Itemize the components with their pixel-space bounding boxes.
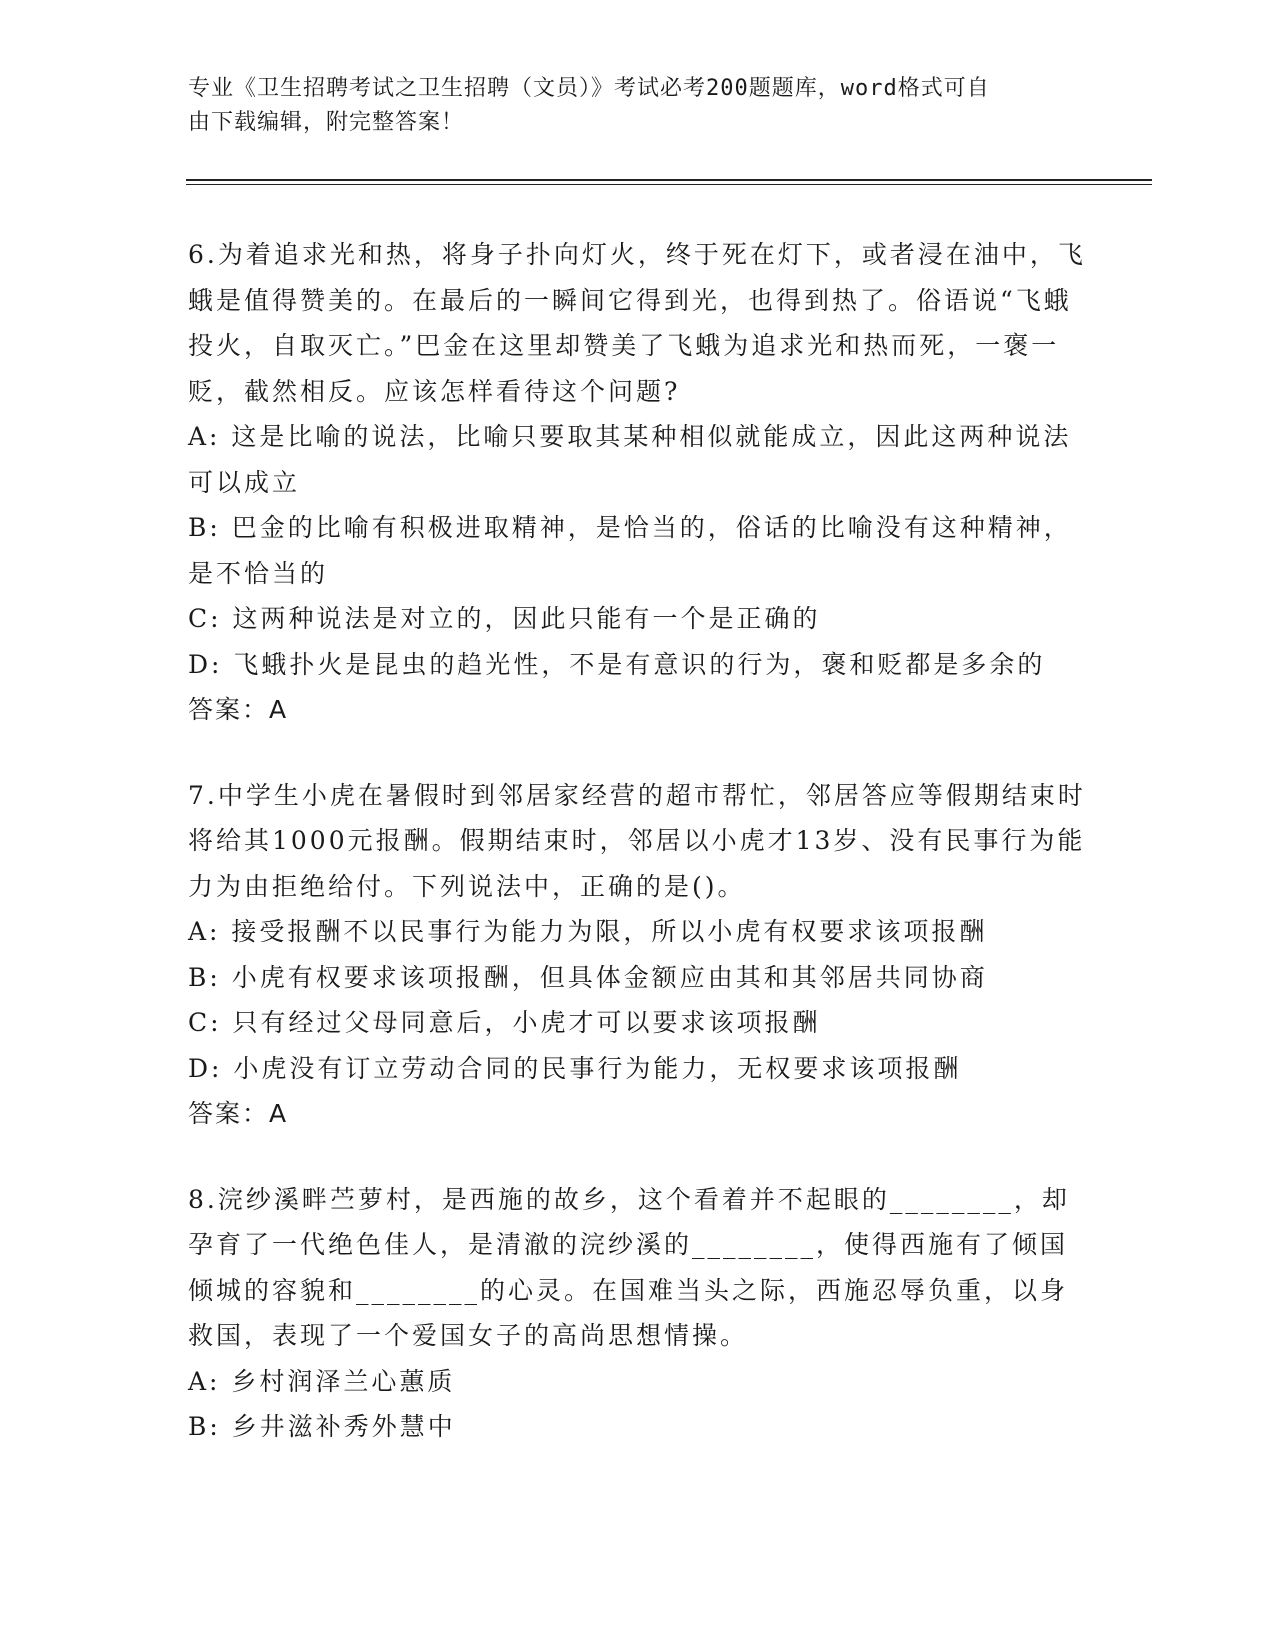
option-a: A: 接受报酬不以民事行为能力为限，所以小虎有权要求该项报酬 (188, 917, 988, 946)
option-a: A: 这是比喻的说法，比喻只要取其某种相似就能成立，因此这两种说法可以成立 (188, 422, 1072, 497)
option-d: D: 小虎没有订立劳动合同的民事行为能力，无权要求该项报酬 (188, 1053, 962, 1083)
question-text: 7.中学生小虎在暑假时到邻居家经营的超市帮忙，邻居答应等假期结束时将给其1000元报酬。假期结束时，邻居以小虎才13岁、没有民事行为能力为由拒绝给付。下列说法中，正确的是()。 (188, 780, 1086, 901)
header-divider-top (186, 179, 1152, 181)
question-list (188, 232, 1088, 1490)
answer: 答案：A (188, 1099, 289, 1128)
option-b: B: 乡井滋补秀外慧中 (188, 1412, 456, 1441)
option-b: B: 小虎有权要求该项报酬，但具体金额应由其和其邻居共同协商 (188, 962, 988, 992)
question-text: 8.浣纱溪畔苎萝村，是西施的故乡，这个看着并不起眼的________，却孕育了一代绝色佳人，是清澈的浣纱溪的________，使得西施有了倾国倾城的容貌和________的心灵。在国难当头之际，西施忍辱负重，以身救国，表现了一个爱国女子的高尚思想情操。 (188, 1184, 1070, 1350)
header-title-line2: 由下载编辑，附完整答案！ (188, 110, 465, 135)
header-divider-bottom (186, 184, 1152, 185)
question-7 (188, 773, 1088, 1137)
question-8 (188, 1177, 1088, 1450)
header-title-line1: 专业《卫生招聘考试之卫生招聘（文员）》考试必考200题题库，word格式可自 (188, 76, 990, 101)
question-text: 6.为着追求光和热，将身子扑向灯火，终于死在灯下，或者浸在油中，飞蛾是值得赞美的。在最后的一瞬间它得到光，也得到热了。俗语说“飞蛾投火，自取灭亡。”巴金在这里却赞美了飞蛾为追求光和热而死，一褒一贬，截然相反。应该怎样看待这个问题? (188, 240, 1086, 406)
option-c: C: 只有经过父母同意后，小虎才可以要求该项报酬 (188, 1008, 821, 1037)
question-6 (188, 232, 1088, 733)
document-header (188, 72, 1068, 140)
option-c: C: 这两种说法是对立的，因此只能有一个是正确的 (188, 604, 821, 633)
option-b: B: 巴金的比喻有积极进取精神，是恰当的，俗话的比喻没有这种精神，是不恰当的 (188, 513, 1072, 588)
answer: 答案：A (188, 695, 289, 724)
option-d: D: 飞蛾扑火是昆虫的趋光性，不是有意识的行为，褒和贬都是多余的 (188, 649, 1046, 679)
option-a: A: 乡村润泽兰心蕙质 (188, 1366, 456, 1396)
